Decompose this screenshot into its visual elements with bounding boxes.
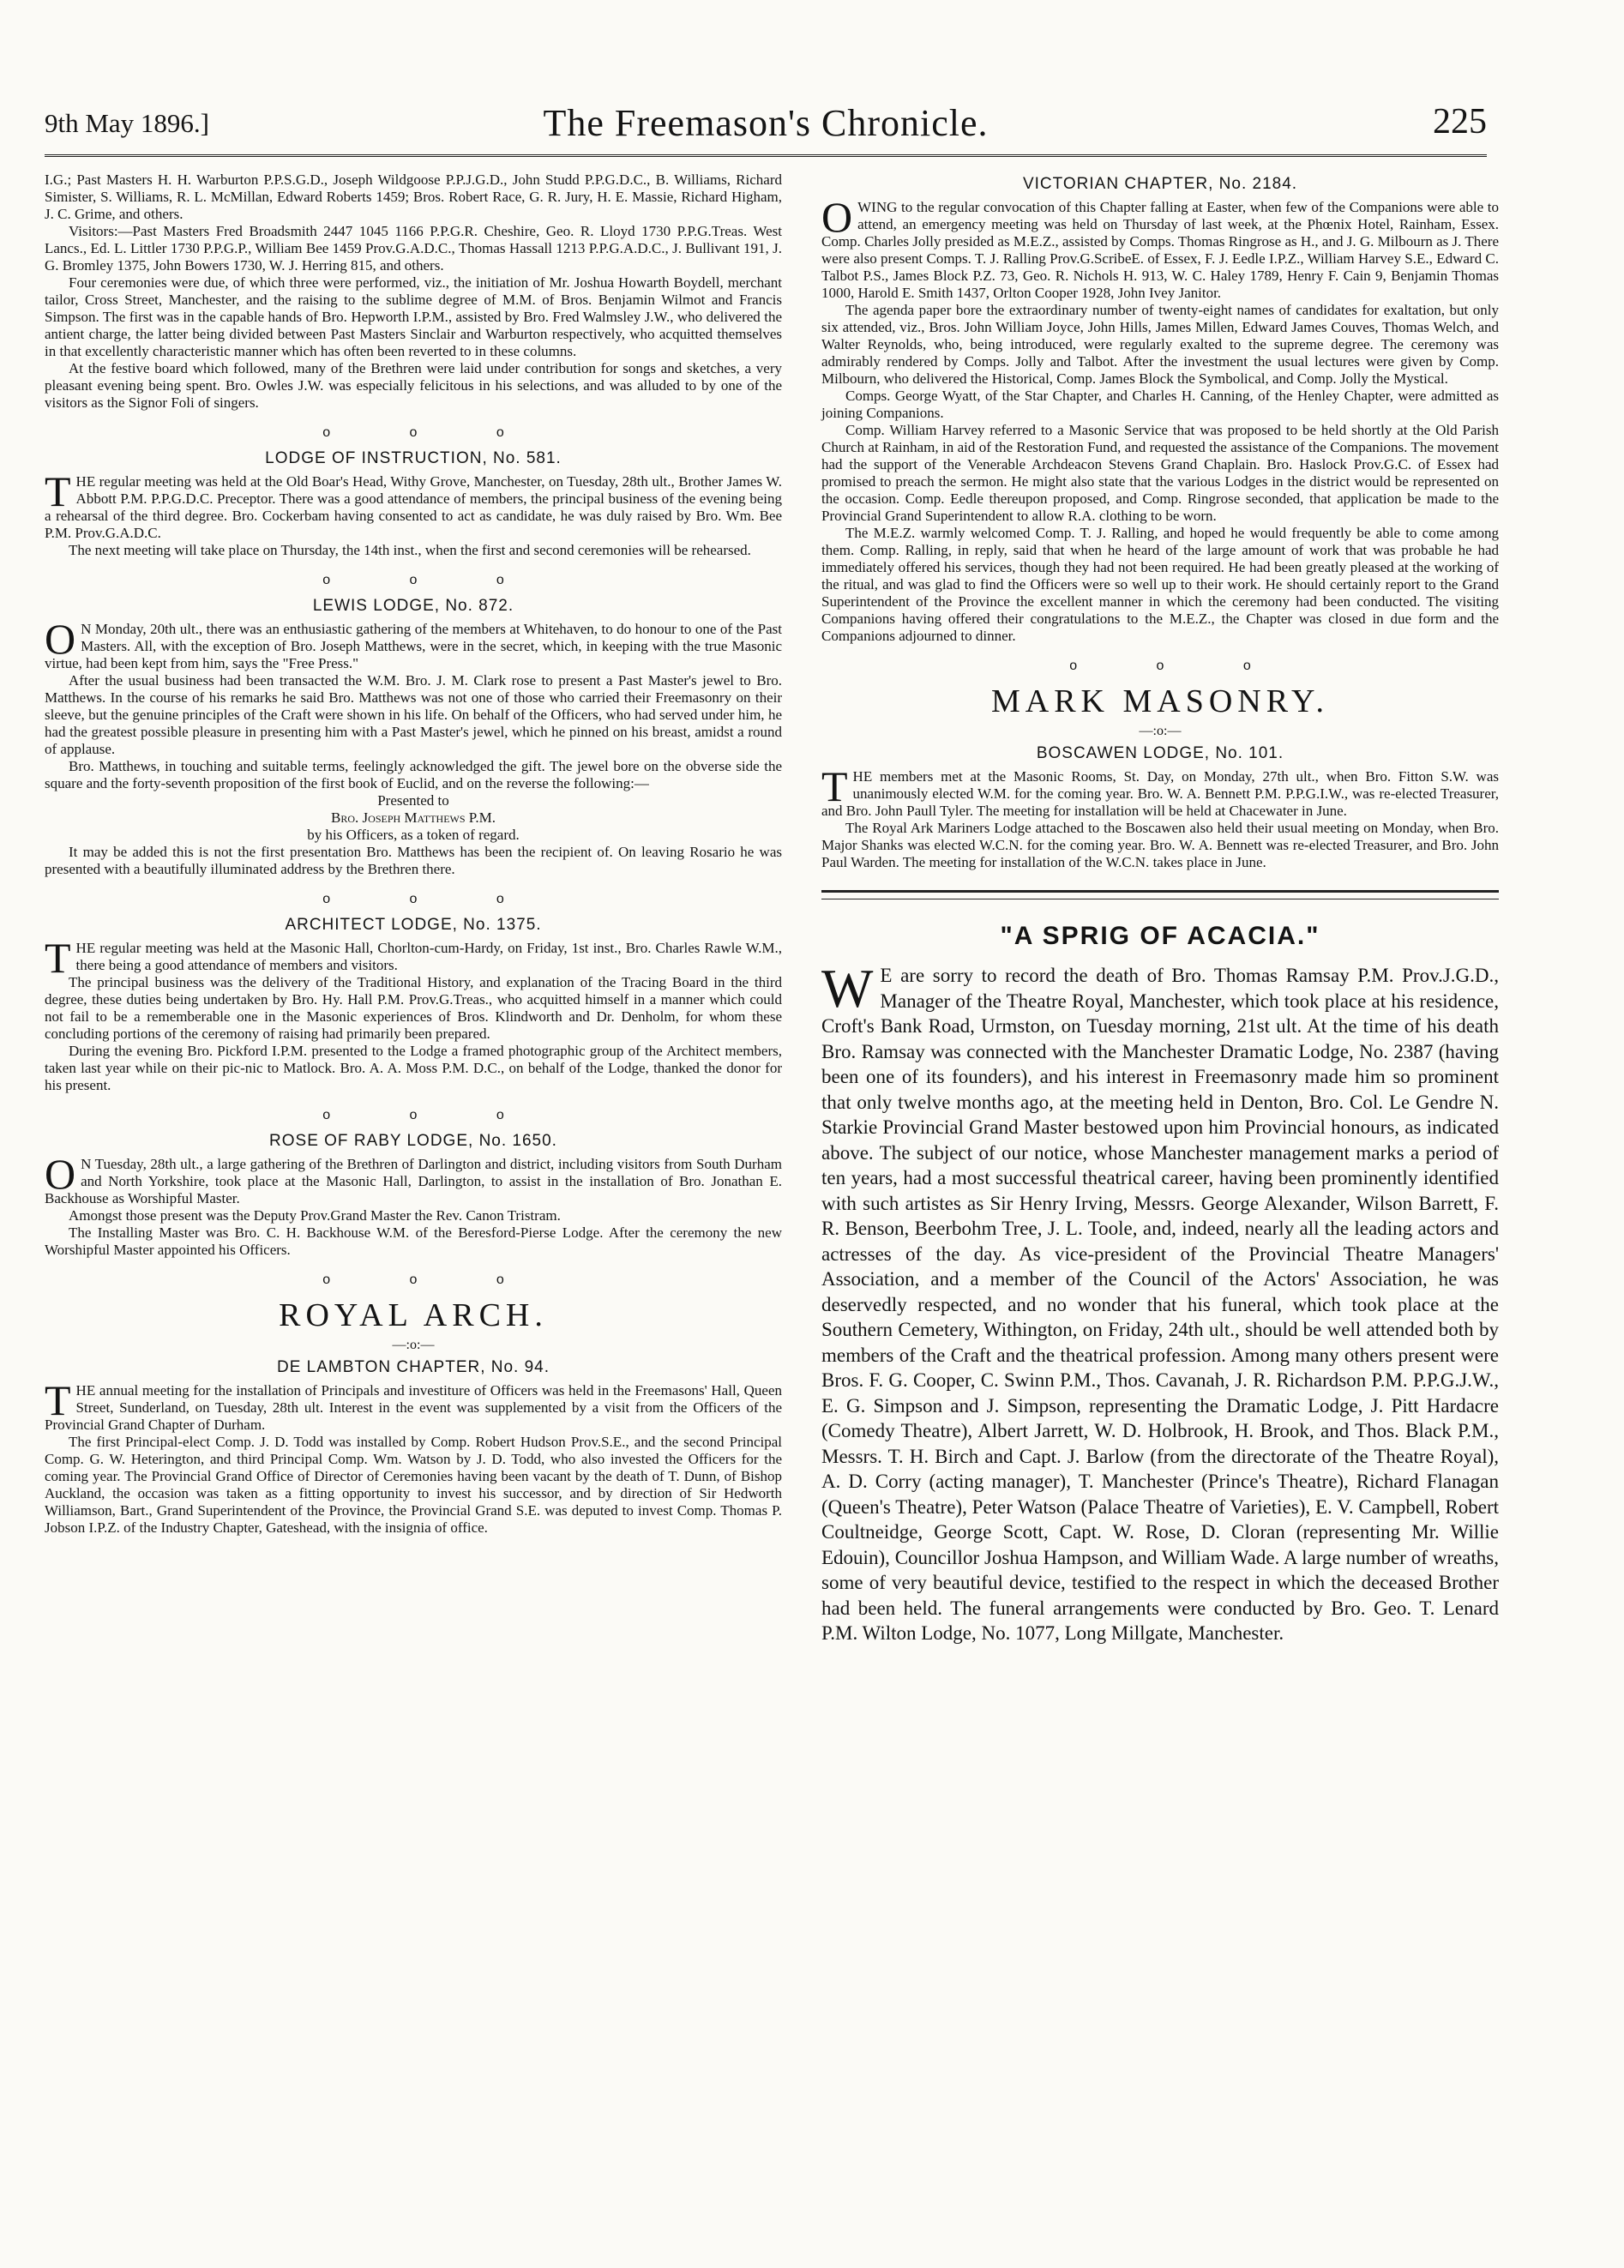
paragraph — [45, 1150, 782, 1207]
paragraph: Visitors:—Past Masters Fred Broadsmith 2447 1045 1166 P.P.G.R. Cheshire, Geo. R. Lloyd 1730 P.P.G.Treas. West Lancs., Ed. L. Littler 1730 P.P.G.P., William Bee 1459 Prov.G.A.D.C., Thomas Hassall 1213 P.P.G.A.D.C., J. Bullivant 191, J. G. Bromley 1375, John Bowers 1730, W. J. Herring 815, and others. — [45, 223, 782, 274]
presentation-line: Presented to — [377, 792, 449, 809]
paragraph — [821, 958, 1499, 1646]
paragraph: I.G.; Past Masters H. H. Warburton P.P.S.G.D., Joseph Wildgoose P.P.J.G.D., John Studd P.P.G.D.C., B. Williams, Richard Simister, S. Williams, R. L. McMillan, Edward Roberts 1459; Bros. Robert Race, G. R. Jury, H. E. Massie, Richard Higham, J. C. Grime, and others. — [45, 171, 782, 222]
section-separator: o o o — [322, 892, 542, 906]
paragraph-text: WING to the regular convocation of this Chapter falling at Easter, when few of the Companions were able to attend, an emergency meeting was held on Thursday of last week, at the Phœnix Hotel, Rainham, Essex. Comp. Charles Jolly presided as M.E.Z., assisted by Comps. Thomas Ringrose as H., and J. G. Milbourn as J. There were also present Comps. T. J. Ralling Prov.G.ScribeE. of Essex, F. J. Eedle I.P.Z., William Harvey S.E., Edward C. Talbot P.S., James Block P.Z. 73, Geo. R. Nichols H. 913, W. C. Haley 1789, Henry F. Cain 9, Benjamin Thomas 1000, Harold E. Smith 1437, Orlton Cooper 1928, John Ivey Janitor. — [821, 199, 1499, 301]
section-separator: o o o — [322, 425, 542, 440]
paragraph: It may be added this is not the first presentation Bro. Matthews has been the recipient of. On leaving Rosario he was presented with a beautifully illuminated address by the Brethren there. — [45, 844, 782, 877]
paragraph: At the festive board which followed, many of the Brethren were laid under contribution for songs and sketches, a very pleasant evening being spent. Bro. Owles J.W. was especially felicitous in his selections, and was alluded to by one of the visitors as the Signor Foli of singers. — [45, 360, 782, 411]
paragraph-text: N Tuesday, 28th ult., a large gathering of the Brethren of Darlington and district, including visitors from South Durham and North Yorkshire, took place at the Masonic Hall, Darlington, to assist in the installation of Bro. Jonathan E. Backhouse as Worshipful Master. — [45, 1156, 782, 1206]
obituary-article — [821, 958, 1499, 1646]
paragraph: The principal business was the delivery of the Traditional History, and explanation of the Tracing Board in the third degree, these duties being undertaken by Bro. Hy. Hall P.M. Prov.G.Treas., who acquitted himself in a manner which could not fail to be a rememberable one in the Masonic experiences of Bros. Klindworth and Dr. Denholm, for whom these concluding portions of the ceremony of raising had primarily been prepared. — [45, 974, 782, 1042]
presentation-line: Bro. Joseph Matthews P.M. — [331, 809, 496, 826]
section-separator: o o o — [322, 1108, 542, 1122]
section-heading: LODGE OF INSTRUCTION, No. 581. — [265, 449, 562, 467]
presentation-line: by his Officers, as a token of regard. — [307, 827, 520, 843]
drop-cap: W — [821, 958, 874, 1019]
paragraph — [45, 615, 782, 672]
left-column — [45, 171, 782, 1537]
title-ornament: —:o:— — [392, 1338, 435, 1352]
drop-cap: O — [45, 615, 76, 663]
drop-cap: T — [45, 1376, 71, 1424]
right-column — [821, 171, 1499, 1646]
page-header — [45, 101, 1487, 157]
header-title: The Freemason's Chronicle. — [543, 102, 989, 144]
paragraph: The M.E.Z. warmly welcomed Comp. T. J. Ralling, and hoped he would frequently be able to come among them. Comp. Ralling, in reply, said that when he heard of the large amount of work that was probable he had immediately offered his services, though they had not been required. He had been greatly pleased at the working of the ritual, and was glad to find the Officers were so well up to their work. He should certainly report to the Grand Superintendent of the Province the excellent manner in which the ceremony had been conducted. The visiting Companions having offered their congratulations to the M.E.Z., the Chapter was closed in due form and the Companions adjourned to dinner. — [821, 525, 1499, 644]
paragraph: Comp. William Harvey referred to a Masonic Service that was proposed to be held shortly at the Old Parish Church at Rainham, in aid of the Restoration Fund, and requested the assistance of the Companions. The movement had the support of the Venerable Archdeacon Stevens Grand Chaplain. Bro. Haslock Prov.G.C. of Essex had promised to preach the sermon. He might also state that the various Lodges in the district would be represented on the occasion. Comp. Eedle thereupon proposed, and Comp. Ringrose seconded, that application be made to the Provincial Grand Superintendent to allow R.A. clothing to be worn. — [821, 422, 1499, 524]
drop-cap: T — [821, 762, 848, 810]
paragraph-text: HE members met at the Masonic Rooms, St. Day, on Monday, 27th ult., when Bro. Fitton S.W. was unanimously elected W.M. for the coming year. Bro. W. A. Bennett P.M. P.P.G.I.W., was re-elected Treasurer, and Bro. John Paull Tyler. The meeting for installation will be held at Chacewater in June. — [821, 768, 1499, 819]
paragraph: The next meeting will take place on Thursday, the 14th inst., when the first and second ceremonies will be rehearsed. — [69, 542, 751, 558]
paragraph-text: E are sorry to record the death of Bro. Thomas Ramsay P.M. Prov.J.G.D., Manager of the Theatre Royal, Manchester, which took place at his residence, Croft's Bank Road, Urmston, on Tuesday morning, 21st ult. At the time of his death Bro. Ramsay was connected with the Manchester Dramatic Lodge, No. 2387 (having been one of its founders), and his interest in Freemasonry made him so prominent that only twelve months ago, at the meeting held in Denton, Bro. Col. Le Gendre N. Starkie Provincial Grand Master bestowed upon him Provincial honours, as indicated above. The subject of our notice, whose Manchester management marks a period of ten years, had a most successful theatrical career, having been prominently identified with such artistes as Sir Henry Irving, Messrs. George Alexander, Wilson Barrett, F. R. Benson, Beerbohm Tree, J. L. Toole, and, indeed, nearly all the leading actors and actresses of the day. As vice-president of the Provincial Theatre Managers' Association, and a member of the Council of the Actors' Association, he was deservedly respected, and no wonder that his funeral, which took place at the Southern Cemetery, Withington, on Friday, 24th ult., should be well attended both by members of the Craft and the theatrical profession. Among many others present were Bros. F. G. Cooper, C. Swinn P.M., Thos. Cavanah, J. R. Richardson P.M. P.P.G.J.W., E. G. Simpson and J. Simpson, representing the Dramatic Lodge, J. Pitt Hardacre (Comedy Theatre), Albert Jarrett, W. D. Holbrook, H. Brook, and Thos. Black P.M., Messrs. T. H. Birch and Capt. J. Barlow (from the directorate of the Theatre Royal), A. D. Corry (acting manager), T. Manchester (Prince's Theatre), Richard Flanagan (Queen's Theatre), Peter Watson (Palace Theatre of Varieties), E. V. Campbell, Robert Coultneidge, George Scott, Capt. W. Rose, D. Cloran (representing Mr. Willie Edouin), Councillor Joshua Hampson, and William Wade. A large number of wreaths, some of very beautiful device, testified to the respect in which the deceased Brother had been held. The funeral arrangements were conducted by Bro. Geo. T. Lenard P.M. Wilton Lodge, No. 1077, Long Millgate, Manchester. — [821, 965, 1499, 1644]
drop-cap: T — [45, 467, 71, 515]
paragraph — [821, 762, 1499, 820]
royal-arch-title: ROYAL ARCH. — [279, 1297, 548, 1333]
section-heading: LEWIS LODGE, No. 872. — [312, 597, 514, 615]
paragraph-text: HE annual meeting for the installation of Principals and investiture of Officers was held in the Freemasons' Hall, Queen Street, Sunderland, on Tuesday, 28th ult. Interest in the event was supplemented by a visit from the Officers of the Provincial Grand Chapter of Durham. — [45, 1382, 782, 1433]
section-heading: BOSCAWEN LODGE, No. 101. — [1036, 744, 1284, 762]
paragraph-text: N Monday, 20th ult., there was an enthusiastic gathering of the members at Whitehaven, to do honour to one of the Past Masters. All, with the exception of Bro. Joseph Matthews, were in the secret, which, in keeping with the true Masonic virtue, had been kept from him, says the "Free Press." — [45, 621, 782, 671]
page-number: 225 — [1433, 102, 1487, 141]
section-heading: VICTORIAN CHAPTER, No. 2184. — [1022, 175, 1298, 193]
paragraph: The Installing Master was Bro. C. H. Backhouse W.M. of the Beresford-Pierse Lodge. After the ceremony the new Worshipful Master appointed his Officers. — [45, 1224, 782, 1258]
paragraph: Amongst those present was the Deputy Prov.Grand Master the Rev. Canon Tristram. — [69, 1207, 561, 1224]
drop-cap: O — [821, 193, 853, 241]
paragraph: After the usual business had been transacted the W.M. Bro. J. M. Clark rose to present a Past Master's jewel to Bro. Matthews. In the course of his remarks he said Bro. Matthews was not one of those who carried their Freemasonry on their sleeve, but the genuine principles of the Craft were shown in his life. On behalf of the Officers, who had served under him, he had the greatest possible pleasure in presenting him with a Past Master's jewel, which he pinned on his breast, amidst a round of applause. — [45, 672, 782, 757]
drop-cap: T — [45, 934, 71, 982]
drop-cap: O — [45, 1150, 76, 1198]
acacia-title: "A SPRIG OF ACACIA." — [1000, 922, 1320, 950]
section-heading: ARCHITECT LODGE, No. 1375. — [285, 916, 542, 934]
paragraph: The first Principal-elect Comp. J. D. Todd was installed by Comp. Robert Hudson Prov.S.E., and the second Principal Comp. G. W. Heterington, and third Principal Comp. Wm. Watson by J. D. Todd, who also invested the Officers for the coming year. The Provincial Grand Office of Director of Ceremonies having been vacant by the death of T. Dunn, of Bishop Auckland, the occasion was taken as a fitting opportunity to invest his successor, and by direction of Sir Hedworth Williamson, Bart., Grand Superintendent of the Province, the Provincial Grand S.E. was deputed to invest Comp. Thomas P. Jobson I.P.Z. of the Industry Chapter, Gateshead, with the insignia of office. — [45, 1434, 782, 1536]
paragraph: Bro. Matthews, in touching and suitable terms, feelingly acknowledged the gift. The jewel bore on the obverse side the square and the forty-seventh proposition of the first book of Euclid, and on the reverse the following:— — [45, 758, 782, 791]
paragraph — [45, 1376, 782, 1434]
paragraph — [821, 193, 1499, 302]
paragraph — [45, 467, 782, 542]
mark-masonry-title: MARK MASONRY. — [990, 683, 1330, 719]
section-heading: DE LAMBTON CHAPTER, No. 94. — [276, 1358, 550, 1376]
section-separator: o o o — [322, 573, 542, 587]
paragraph: The Royal Ark Mariners Lodge attached to the Boscawen also held their usual meeting on Monday, when Bro. Major Shanks was elected W.C.N. for the coming year. Bro. W. A. Bennett was re-elected Treasurer, and Bro. John Paul Warden. The meeting for installation of the W.C.N. takes place in June. — [821, 820, 1499, 870]
header-date: 9th May 1896.] — [45, 108, 210, 138]
paragraph-text: HE regular meeting was held at the Old Boar's Head, Withy Grove, Manchester, on Tuesday, 28th ult., Brother James W. Abbott P.M. P.P.G.D.C. Preceptor. There was a good attendance of members, the principal business of the evening being a rehearsal of the third degree. Bro. Cockerbam having consented to act as candidate, he was duly raised by Bro. Wm. Bee P.M. Prov.G.A.D.C. — [45, 473, 782, 541]
section-heading: ROSE OF RABY LODGE, No. 1650. — [269, 1132, 557, 1150]
paragraph: Four ceremonies were due, of which three were performed, viz., the initiation of Mr. Joshua Howarth Boydell, merchant tailor, Cross Street, Manchester, and the raising to the sublime degree of M.M. of Bros. Benjamin Wilmot and Francis Simpson. The first was in the capable hands of Bro. Hepworth I.P.M., assisted by Bro. Fred Walmsley J.W., who delivered the antient charge, the latter being divided between Past Masters Sinclair and Warburton respectively, who acquitted themselves in that excellently characteristic manner which has often been reverted to in these columns. — [45, 274, 782, 359]
title-ornament: —:o:— — [1139, 724, 1182, 738]
paragraph-text: HE regular meeting was held at the Masonic Hall, Chorlton-cum-Hardy, on Friday, 1st inst., Bro. Charles Rawle W.M., there being a good attendance of members and visitors. — [75, 940, 782, 973]
section-separator: o o o — [1069, 659, 1289, 673]
paragraph — [45, 934, 782, 982]
paragraph: The agenda paper bore the extraordinary number of twenty-eight names of candidates for exaltation, but only six attended, viz., Bros. John William Joyce, John Hills, James Millen, Edward James Couves, Thomas Welch, and Walter Reynolds, who, being introduced, were regularly exalted to the supreme degree. The ceremony was admirably rendered by Comps. Jolly and Talbot. After the investment the usual lectures were given by Comp. Milbourn, who delivered the Historical, Comp. James Block the Symbolical, and Comp. Jolly the Mystical. — [821, 302, 1499, 387]
section-rule — [821, 890, 1499, 899]
paragraph: During the evening Bro. Pickford I.P.M. presented to the Lodge a framed photographic group of the Architect members, taken last year while on their pic-nic to Matlock. Bro. A. A. Moss P.M. D.C., on behalf of the Lodge, thanked the donor for his present. — [45, 1043, 782, 1093]
section-separator: o o o — [322, 1272, 542, 1287]
paragraph: Comps. George Wyatt, of the Star Chapter, and Charles H. Canning, of the Henley Chapter, were admitted as joining Companions. — [821, 388, 1499, 421]
